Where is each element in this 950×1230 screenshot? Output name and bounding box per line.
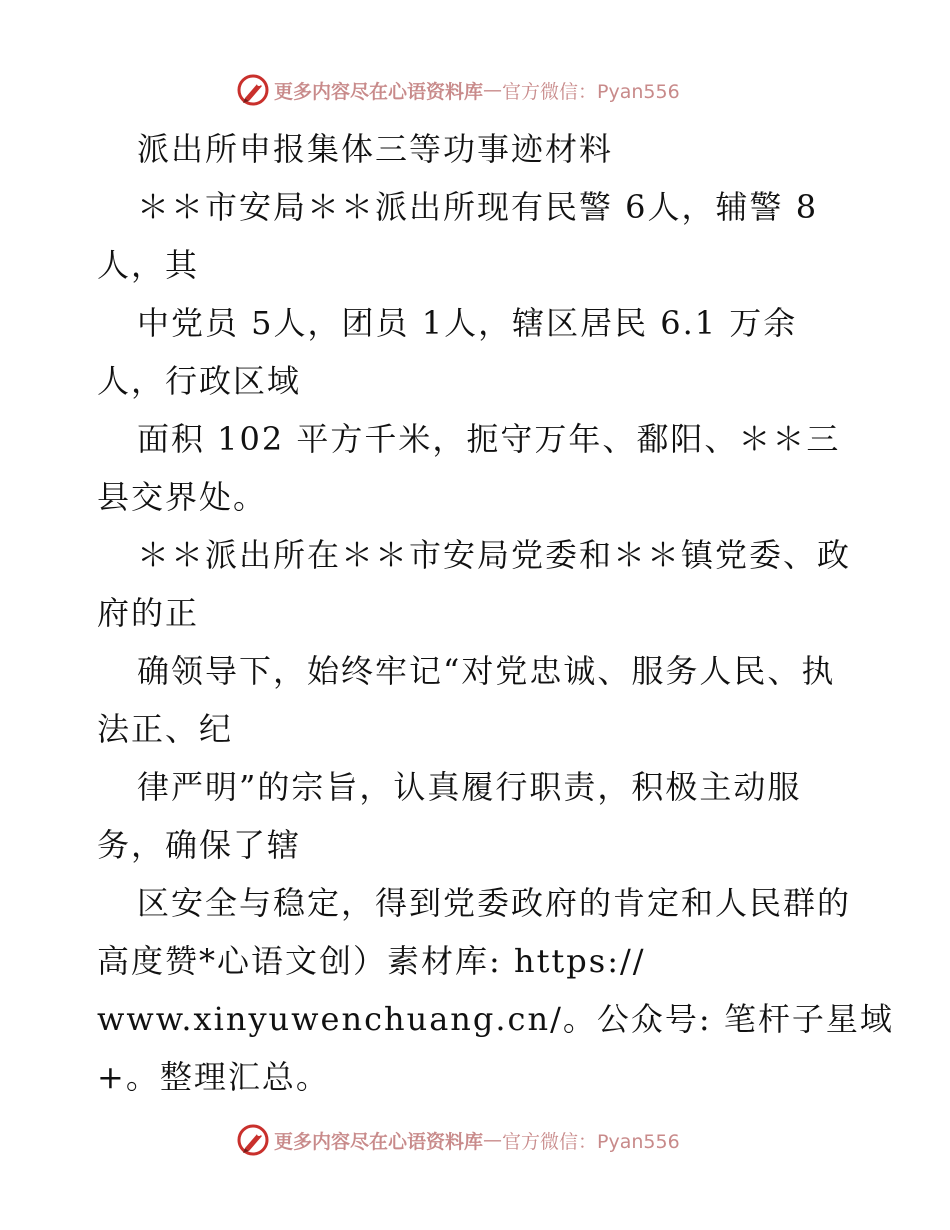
paragraph-line: 面积 102 平方千米，扼守万年、鄱阳、＊＊三 — [137, 420, 841, 458]
header-watermark — [236, 72, 680, 108]
paragraph-line: 县交界处。 — [97, 478, 268, 516]
watermark-text: 更多内容尽在心语资料库 — [274, 80, 484, 103]
document-title: 派出所申报集体三等功事迹材料 — [137, 130, 614, 168]
watermark-text: 更多内容尽在心语资料库 — [274, 1130, 484, 1153]
paragraph-line: ＊＊市安局＊＊派出所现有民警 6人，辅警 8 — [137, 188, 819, 226]
paragraph-line: 人，行政区域 — [97, 362, 302, 400]
pen-logo-icon — [236, 73, 270, 107]
paragraph-line: 中党员 5人，团员 1人，辖区居民 6.1 万余 — [137, 304, 798, 342]
paragraph-line: 确领导下，始终牢记“对党忠诚、服务人民、执 — [137, 652, 836, 690]
paragraph-line: +。整理汇总。 — [97, 1058, 330, 1096]
paragraph-line: 法正、纪 — [97, 710, 234, 748]
paragraph-line: 人，其 — [97, 246, 200, 284]
paragraph-line: 务，确保了辖 — [97, 826, 302, 864]
paragraph-line: 高度赞*心语文创）素材库: https:// — [97, 942, 646, 980]
pen-logo-icon — [236, 1123, 270, 1157]
paragraph-line: 区安全与稳定，得到党委政府的肯定和人民群的 — [137, 884, 852, 922]
watermark-dash: — — [483, 1129, 503, 1151]
watermark-contact: 官方微信：Pyan556 — [502, 80, 680, 103]
paragraph-line: www.xinyuwenchuang.cn/。公众号: 笔杆子星域 — [97, 1000, 894, 1038]
paragraph-line: 律严明”的宗旨，认真履行职责，积极主动服 — [137, 768, 802, 806]
paragraph-line: 府的正 — [97, 594, 200, 632]
footer-watermark — [236, 1122, 680, 1158]
paragraph-line: ＊＊派出所在＊＊市安局党委和＊＊镇党委、政 — [137, 536, 852, 574]
watermark-dash: — — [483, 79, 503, 101]
watermark-contact: 官方微信：Pyan556 — [502, 1130, 680, 1153]
